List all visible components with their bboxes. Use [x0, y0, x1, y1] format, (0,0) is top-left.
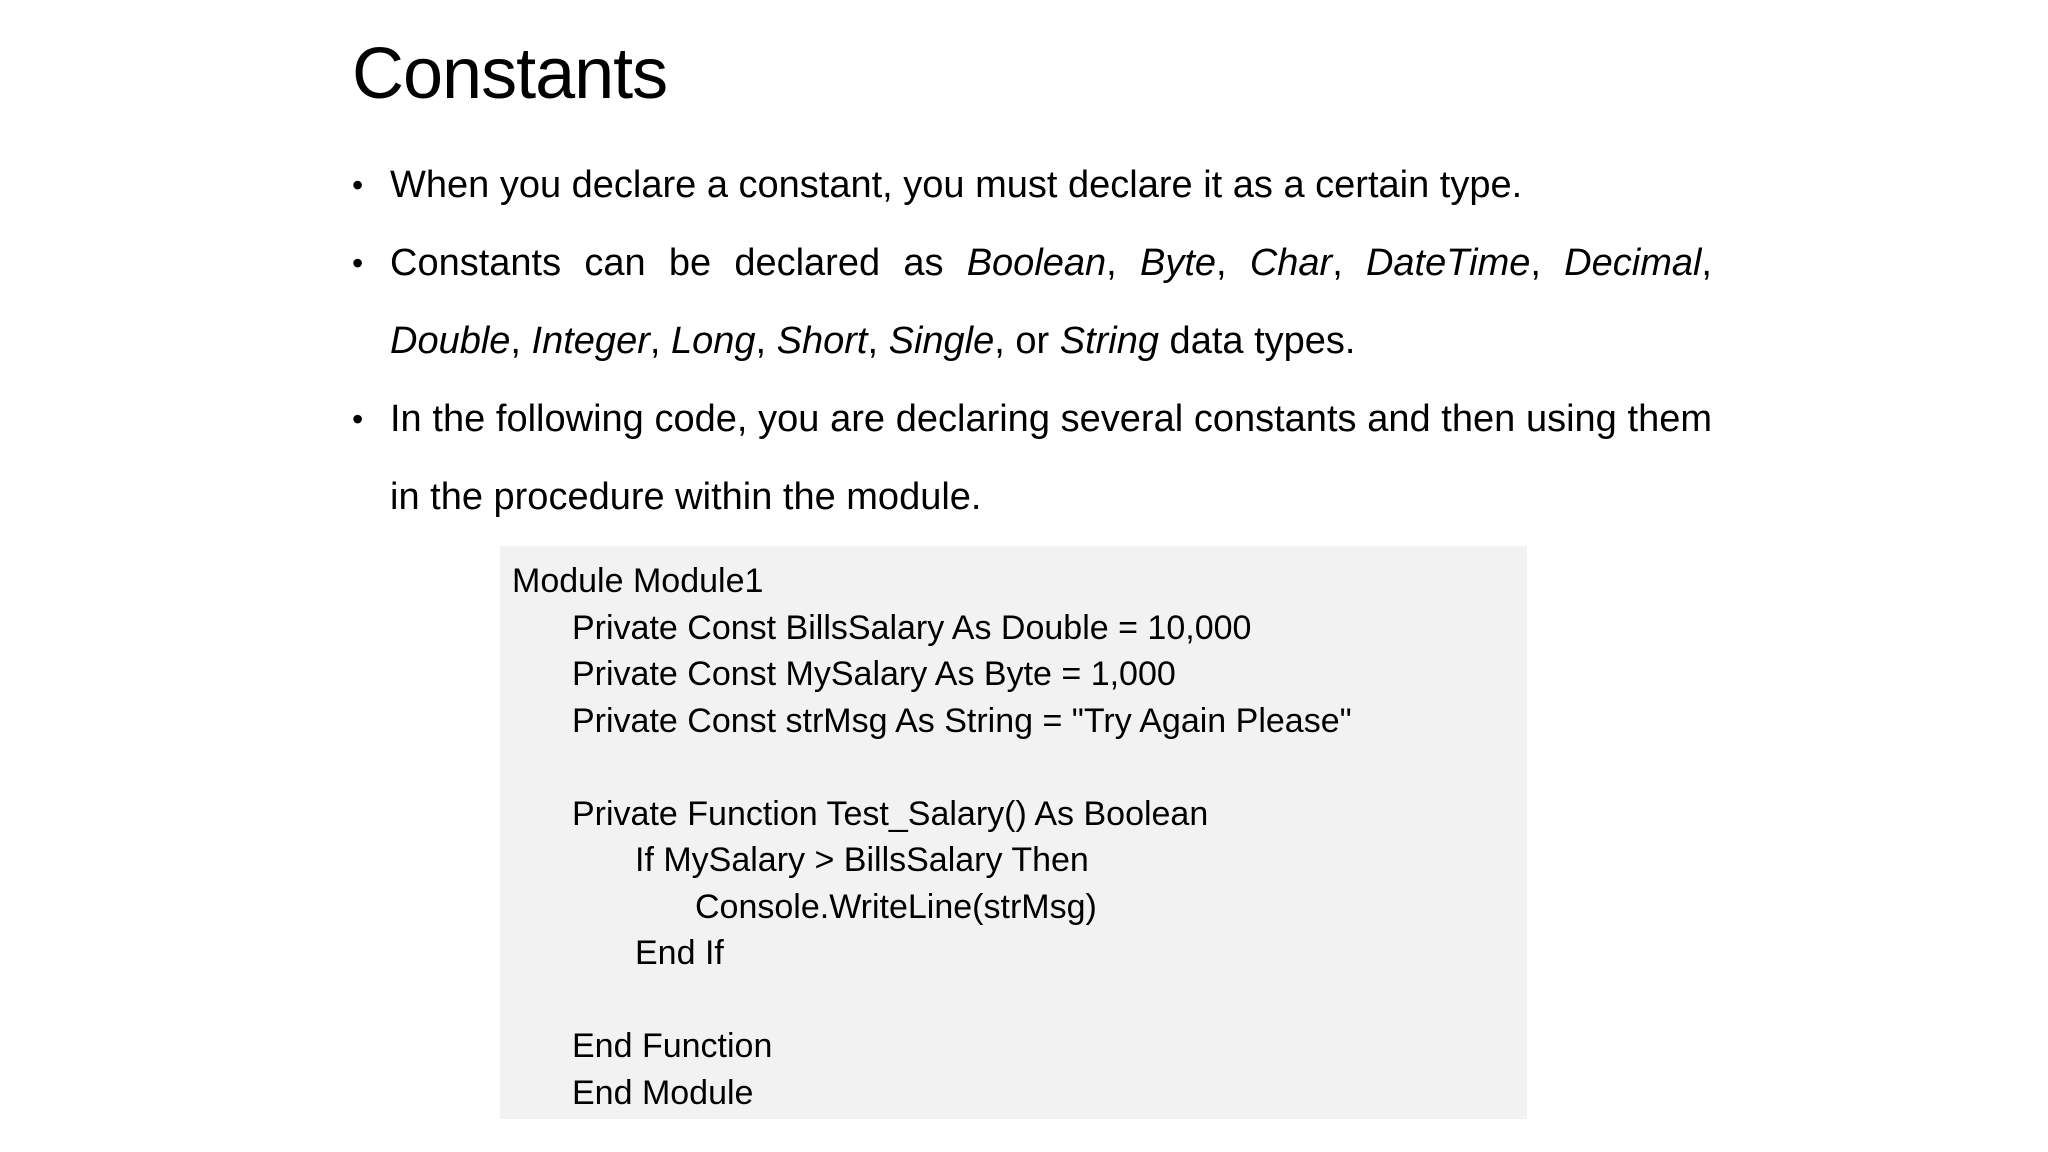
italic-type-name: Boolean — [966, 242, 1107, 284]
code-line: Private Const strMsg As String = "Try Again Please" — [572, 701, 1352, 740]
text-run: , — [649, 320, 671, 362]
text-run: In the following code, you are declaring several constants and then using them in the procedure within the module. — [390, 398, 1712, 518]
italic-type-name: Integer — [531, 320, 650, 362]
italic-type-name: Long — [670, 320, 756, 362]
text-run: , — [755, 320, 777, 362]
bullet-text — [390, 164, 1522, 206]
code-line — [500, 744, 1527, 791]
bullet-list — [352, 146, 1712, 536]
code-line — [500, 977, 1527, 1024]
code-block — [500, 546, 1527, 1119]
text-run: , — [1216, 242, 1250, 284]
bullet-item — [352, 224, 1712, 380]
italic-type-name: Single — [888, 320, 995, 362]
italic-type-name: Short — [776, 320, 868, 362]
italic-type-name: Decimal — [1564, 242, 1702, 284]
text-run: Constants can be declared as — [390, 242, 967, 284]
text-run: data types. — [1159, 320, 1356, 362]
code-line: Private Const BillsSalary As Double = 10,000 — [572, 608, 1252, 647]
italic-type-name: Byte — [1139, 242, 1217, 284]
bullet-text — [390, 242, 1712, 362]
code-line: End If — [635, 934, 724, 972]
code-line: Private Function Test_Salary() As Boolean — [572, 794, 1209, 833]
italic-type-name: Char — [1249, 242, 1333, 284]
text-run: , — [510, 320, 532, 362]
italic-type-name: String — [1059, 320, 1159, 362]
code-line: Module Module1 — [512, 562, 764, 600]
text-run: , — [867, 320, 889, 362]
bullet-text — [390, 398, 1712, 518]
bullet-dot-icon: • — [352, 167, 364, 203]
code-line: Console.WriteLine(strMsg) — [695, 887, 1097, 926]
code-line: End Function — [572, 1027, 773, 1065]
bullet-item — [352, 380, 1712, 536]
text-run: , — [1701, 242, 1712, 284]
bullet-dot-icon: • — [352, 401, 364, 437]
code-line: End Module — [572, 1073, 754, 1112]
italic-type-name: DateTime — [1365, 242, 1531, 284]
text-run: , — [1530, 242, 1565, 284]
text-run: , or — [994, 320, 1060, 362]
bullet-dot-icon: • — [352, 245, 364, 281]
italic-type-name: Double — [390, 320, 511, 362]
slide-title: Constants — [352, 34, 668, 114]
code-line: Private Const MySalary As Byte = 1,000 — [572, 655, 1176, 693]
bullet-item — [352, 146, 1712, 224]
text-run: , — [1332, 242, 1366, 284]
text-run: When you declare a constant, you must declare it as a certain type. — [390, 164, 1523, 206]
text-run: , — [1106, 242, 1140, 284]
code-line: If MySalary > BillsSalary Then — [635, 841, 1089, 879]
